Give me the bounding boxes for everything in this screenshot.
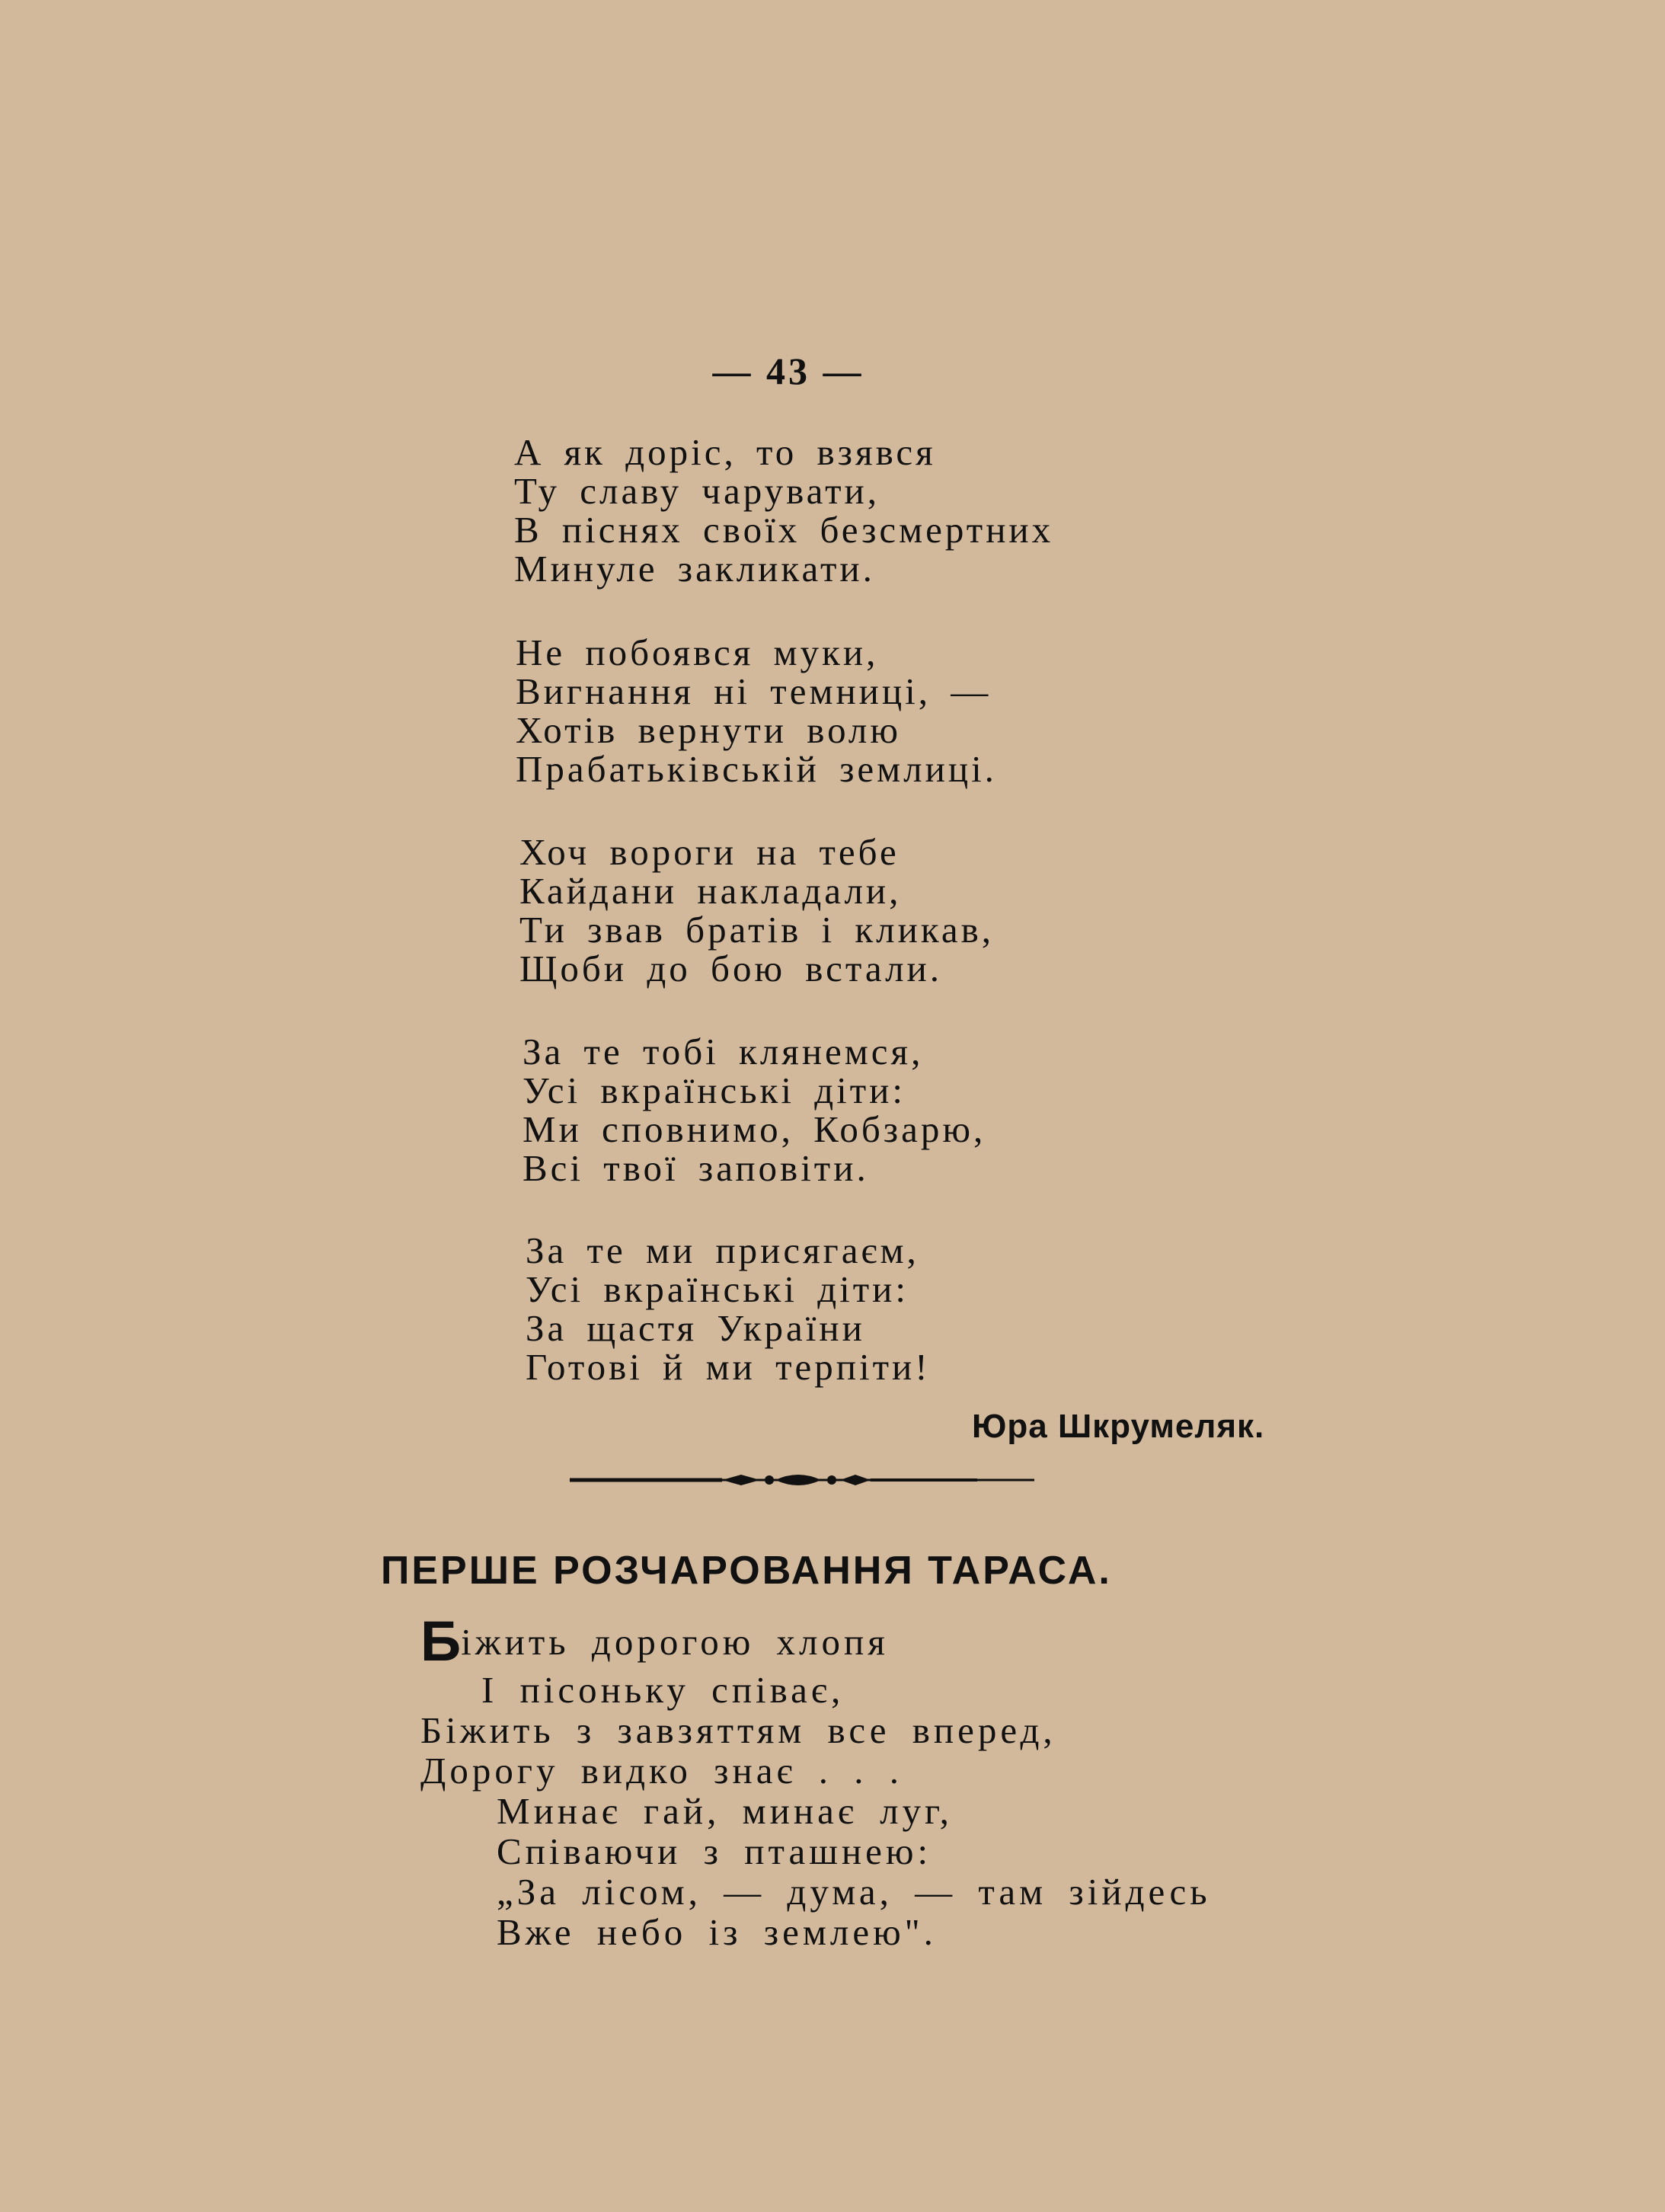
poem-line: І пісоньку співає, xyxy=(481,1669,845,1711)
poem-line: Щоби до бою встали. xyxy=(519,948,943,989)
poem-line: Кайдани накладали, xyxy=(519,870,902,912)
poem-line: В піснях своїх безсмертних xyxy=(514,509,1054,551)
poem-line: Вже небо із землею". xyxy=(497,1911,937,1953)
poem-line: Прабатьківській землиці. xyxy=(516,748,997,790)
poem-line: Хотів вернути волю xyxy=(516,709,901,751)
poem-line: „За лісом, — дума, — там зійдесь xyxy=(497,1871,1211,1913)
poem-line: Ми сповнимо, Кобзарю, xyxy=(523,1108,986,1150)
stanza-3 xyxy=(519,833,994,988)
poem-line: Дорогу видко знає . . . xyxy=(420,1750,903,1792)
poem-line-first xyxy=(420,1609,1211,1673)
ornamental-divider xyxy=(570,1465,1034,1495)
poem-line: Готові й ми терпіти! xyxy=(526,1346,931,1388)
poem-line: Всі твої заповіти. xyxy=(523,1147,869,1189)
poem-line: Усі вкраїнські діти: xyxy=(523,1069,906,1111)
poem-line: За те ми присягаєм, xyxy=(526,1229,919,1271)
poem-line: Минає гай, минає луг, xyxy=(497,1790,953,1832)
stanza-2 xyxy=(516,633,997,788)
poem-line: Минуле закликати. xyxy=(514,548,875,590)
stanza-5 xyxy=(526,1231,931,1386)
poem-line: Хоч вороги на тебе xyxy=(519,831,900,873)
poem-line: Ти звав братів і кликав, xyxy=(519,909,995,951)
poem-line: За те тобі клянемся, xyxy=(523,1031,924,1072)
poem-two-text xyxy=(420,1609,1211,1953)
poem-line: Ту славу чарувати, xyxy=(514,470,880,512)
poem-line: Біжить з завзяттям все вперед, xyxy=(420,1709,1056,1751)
stanza-4 xyxy=(523,1032,986,1188)
stanza-1 xyxy=(514,433,1053,588)
poem-line: іжить дорогою хлопя xyxy=(461,1621,889,1663)
author-signature: Юра Шкрумеляк. xyxy=(972,1408,1265,1445)
poem-line: А як доріс, то взявся xyxy=(514,431,936,473)
poem-line: Співаючи з пташнею: xyxy=(497,1830,932,1872)
poem-title: ПЕРШЕ РОЗЧАРОВАННЯ ТАРАСА. xyxy=(381,1549,1112,1593)
page-number: — 43 — xyxy=(712,350,864,392)
poem-line: Вигнання ні темниці, — xyxy=(516,670,992,712)
poem-line: Не побоявся муки, xyxy=(516,631,879,673)
drop-cap: Б xyxy=(420,1609,462,1673)
poem-line: За щастя України xyxy=(526,1307,865,1349)
poem-line: Усі вкраїнські діти: xyxy=(526,1268,909,1310)
